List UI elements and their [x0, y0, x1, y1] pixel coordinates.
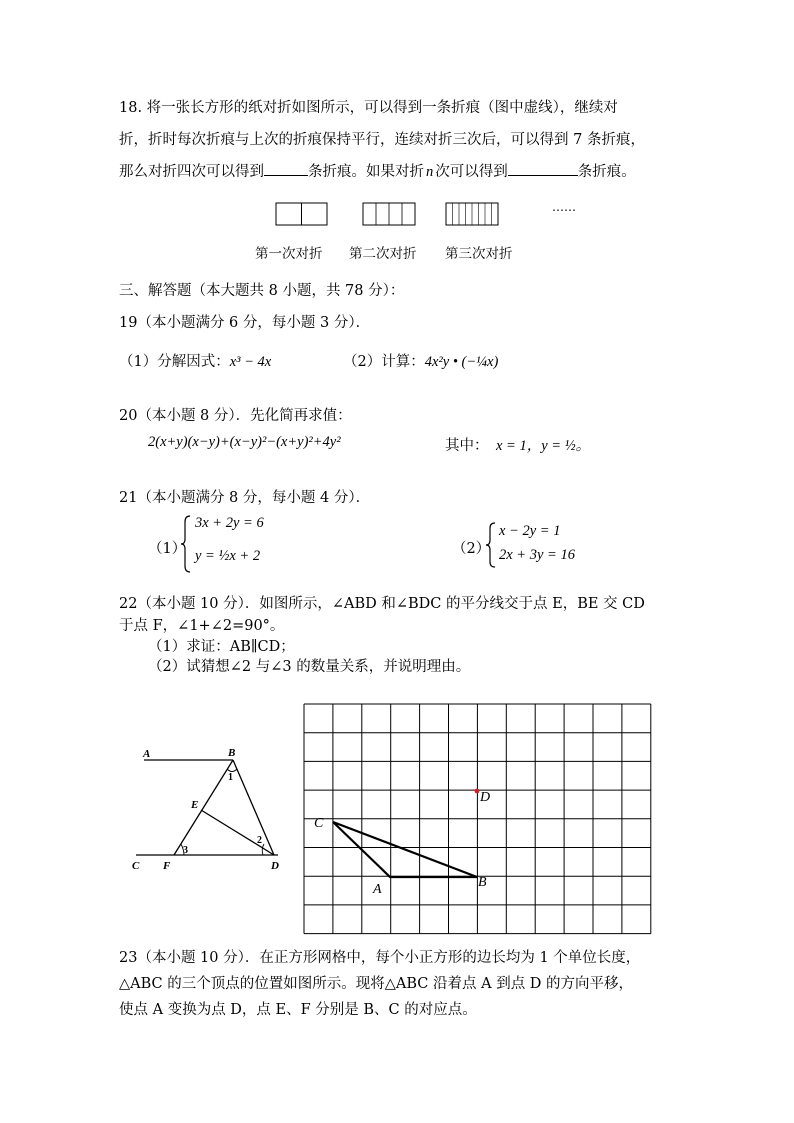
q23-line1: 23（本小题 10 分）．在正方形网格中，每个小正方形的边长均为 1 个单位长度，: [119, 950, 641, 966]
q22-geometry-figure: [128, 740, 290, 880]
segment-ed: [201, 810, 274, 855]
label-b: B: [228, 747, 236, 759]
q22-item2: （2）试猜想∠2 与∠3 的数量关系，并说明理由。: [148, 659, 471, 675]
fold-figure-2: [363, 203, 415, 225]
q22-line2: 于点 F，∠1+∠2=90°。: [119, 618, 285, 634]
q20-condition: x = 1，y = ½。: [496, 438, 591, 454]
q21-part2-eq2: 2x + 3y = 16: [499, 547, 575, 563]
q18-line3-d: 条折痕。: [577, 164, 636, 180]
label-e: E: [191, 799, 199, 811]
fold-figure-3: [446, 203, 498, 225]
q21-part2-label: （2）: [452, 541, 491, 557]
label-angle-3: 3: [183, 845, 188, 856]
grid-label-a: A: [373, 882, 382, 897]
q21-header: 21（本小题满分 8 分，每小题 4 分）．: [119, 490, 371, 506]
q23-line2: △ABC 的三个顶点的位置如图所示。现将△ABC 沿着点 A 到点 D 的方向平移，: [119, 976, 634, 992]
fold-ellipsis: ……: [552, 200, 576, 214]
q19-part1: [119, 350, 271, 371]
label-d: D: [271, 860, 279, 872]
segment-bd: [233, 760, 274, 855]
q21-part1-eq1: 3x + 2y = 6: [195, 515, 264, 531]
var-n: n: [426, 164, 434, 180]
q19-part1-label: （1）分解因式：: [119, 354, 230, 370]
fold-label-2: 第二次对折: [349, 246, 417, 262]
grid-label-d: D: [480, 790, 491, 805]
q21-part1-eq2: y = ½x + 2: [195, 548, 261, 564]
fold-label-1: 第一次对折: [255, 246, 323, 262]
fold-figure-1: [276, 203, 327, 225]
section-3-heading: 三、解答题（本大题共 8 小题，共 78 分）：: [119, 283, 405, 299]
label-f: F: [163, 860, 171, 872]
point-d: [475, 789, 480, 794]
q18-line3-a: 那么对折四次可以得到: [119, 164, 264, 180]
fold-figures: [270, 198, 590, 230]
q21-part2-eq1: x − 2y = 1: [499, 523, 561, 539]
fold-label-3: 第三次对折: [445, 246, 513, 262]
q18-line3-b: 条折痕。如果对折: [308, 164, 424, 180]
grid-lines: [304, 704, 651, 934]
label-angle-2: 2: [257, 835, 262, 846]
answer-blank-2[interactable]: [508, 175, 578, 176]
q22-item1: （1）求证：AB∥CD；: [148, 639, 295, 655]
triangle-abc: [333, 822, 477, 877]
q19-header: 19（本小题满分 6 分，每小题 3 分）．: [119, 315, 371, 331]
grid-label-c: C: [314, 816, 324, 831]
q22-line1: 22（本小题 10 分）．如图所示，∠ABD 和∠BDC 的平分线交于点 E，BE 交 CD: [119, 596, 645, 612]
q20-expression: 2(x+y)(x−y)+(x−y)²−(x+y)²+4y²: [148, 434, 341, 450]
label-a: A: [143, 748, 151, 760]
q19-part2: [343, 350, 498, 371]
q19-part2-label: （2）计算：: [343, 354, 425, 370]
q19-part2-expr: 4x²y • (−¼x): [424, 354, 499, 370]
label-c: C: [132, 860, 140, 872]
grid-label-b: B: [478, 875, 487, 890]
q20-header: 20（本小题 8 分）．先化简再求值：: [119, 408, 352, 424]
q18-line2: 折，折时每次折痕与上次的折痕保持平行，连续对折三次后，可以得到 7 条折痕，: [119, 132, 645, 148]
square-grid-figure: [300, 700, 656, 940]
q21-part1-label: （1）: [148, 541, 187, 557]
q20-condition-label: 其中：: [445, 438, 489, 454]
q18-line3-c: 次可以得到: [435, 164, 508, 180]
q23-line3: 使点 A 变换为点 D，点 E、F 分别是 B、C 的对应点。: [119, 1002, 477, 1018]
q21-part1-brace: [180, 514, 192, 574]
angle-2-arc: [262, 844, 264, 855]
label-angle-1: 1: [228, 772, 233, 783]
segment-bf: [174, 760, 233, 855]
q18-line3: [119, 160, 636, 181]
answer-blank-1[interactable]: [264, 175, 308, 176]
q19-part1-expr: x³ − 4x: [229, 354, 272, 370]
q21-part2-brace: [485, 521, 497, 569]
q18-line1: 18. 将一张长方形的纸对折如图所示，可以得到一条折痕（图中虚线），继续对: [119, 100, 618, 116]
